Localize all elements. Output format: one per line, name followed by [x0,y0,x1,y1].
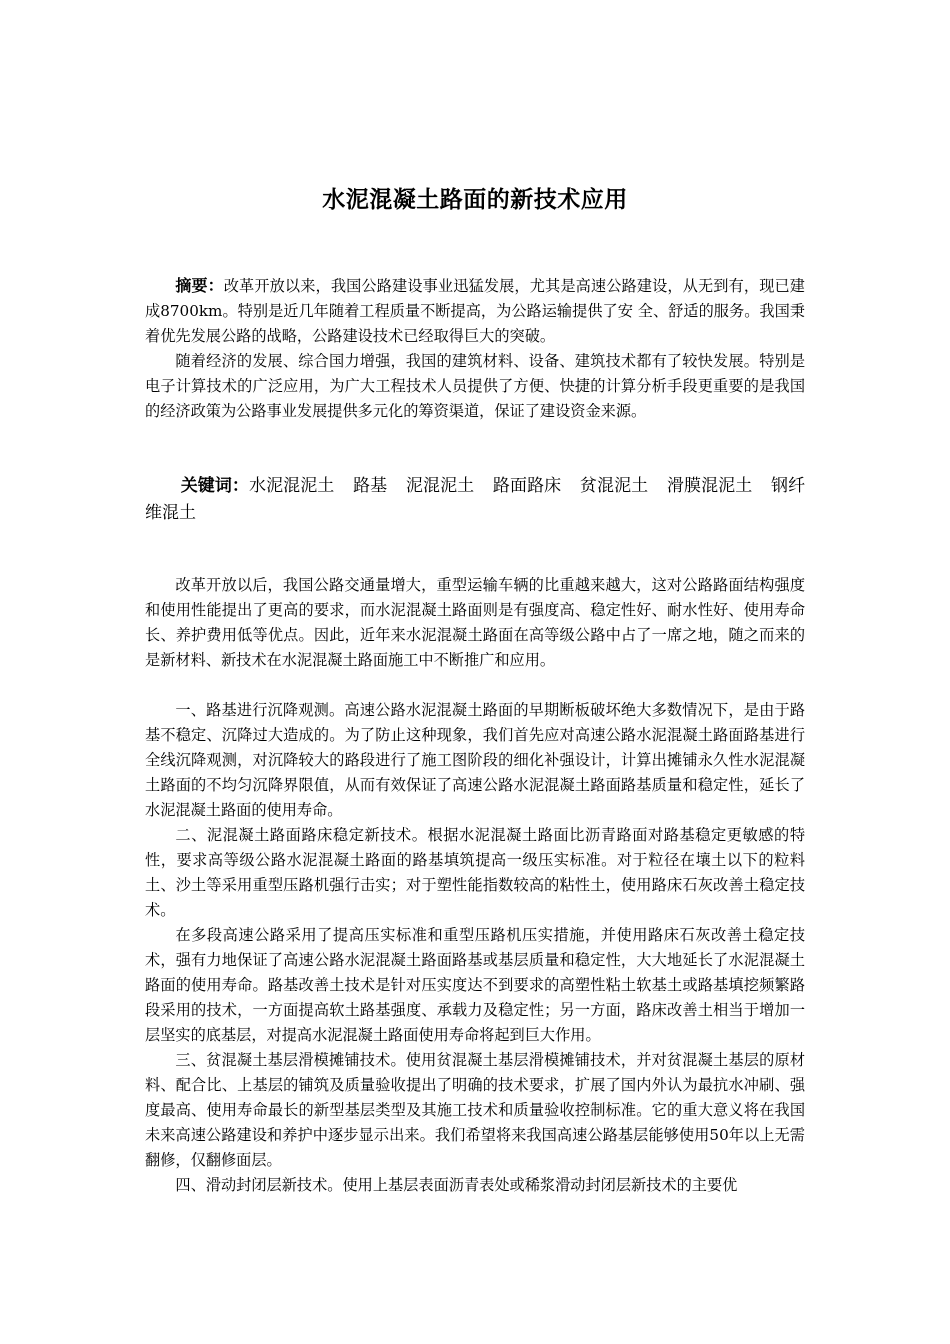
section-paragraph: 一、路基进行沉降观测。高速公路水泥混凝土路面的早期断板破坏绝大多数情况下，是由于路基不稳定、沉降过大造成的。为了防止这种现象，我们首先应对高速公路水泥混凝土路面路基进行全线沉降观测，对沉降较大的路段进行了施工图阶段的细化补强设计，计算出摊铺永久性水泥混凝土路面的不均匀沉降界限值，从而有效保证了高速公路水泥混凝土路面路基质量和稳定性，延长了水泥混凝土路面的使用寿命。 [145,701,805,819]
abstract-paragraph-1 [145,273,805,349]
keywords-line [145,473,805,527]
intro-paragraph: 改革开放以后，我国公路交通量增大，重型运输车辆的比重越来越大，这对公路路面结构强度和使用性能提出了更高的要求，而水泥混凝土路面则是有强度高、稳定性好、耐水性好、使用寿命长、养护费用低等优点。因此，近年来水泥混凝土路面在高等级公路中占了一席之地，随之而来的是新材料、新技术在水泥混凝土路面施工中不断推广和应用。 [145,576,805,669]
section-paragraph: 二、泥混凝土路面路床稳定新技术。根据水泥混凝土路面比沥青路面对路基稳定更敏感的特性，要求高等级公路水泥混凝土路面的路基填筑提高一级压实标准。对于粒径在壤土以下的粒料土、沙土等采用重型压路机强行击实；对于塑性能指数较高的粘性土，使用路床石灰改善土稳定技术。 [145,826,805,919]
keyword-item: 钢纤维混土 [145,476,806,523]
body-sections [145,698,805,1198]
keyword-item: 路基 [353,476,388,496]
keyword-item: 路面路床 [492,476,562,496]
keyword-item: 贫混泥土 [579,476,649,496]
abstract-label: 摘要： [175,276,224,295]
keyword-item: 泥混泥土 [405,476,475,496]
document-title: 水泥混凝土路面的新技术应用 [322,187,628,213]
abstract-text-1: 改革开放以来，我国公路建设事业迅猛发展，尤其是高速公路建设，从无到有，现已建成8700km。特别是近几年随着工程质量不断提高，为公路运输提供了安 全、舒适的服务。我国秉着优先发展公路的战略，公路建设技术已经取得巨大的突破。 [145,277,805,345]
keyword-item: 滑膜混泥土 [666,476,753,496]
section-paragraph: 在多段高速公路采用了提高压实标准和重型压路机压实措施，并使用路床石灰改善土稳定技术，强有力地保证了高速公路水泥混凝土路面路基或基层质量和稳定性，大大地延长了水泥混凝土路面的使用寿命。路基改善土技术是针对压实度达不到要求的高塑性粘土软基土或路基填挖频繁路段采用的技术，一方面提高软土路基强度、承载力及稳定性；另一方面，路床改善土相当于增加一层坚实的底基层，对提高水泥混凝土路面使用寿命将起到巨大作用。 [145,926,805,1044]
intro-section [145,573,805,673]
abstract-paragraph-2: 随着经济的发展、综合国力增强，我国的建筑材料、设备、建筑技术都有了较快发展。特别是电子计算技术的广泛应用，为广大工程技术人员提供了方便、快捷的计算分析手段更重要的是我国的经济政策为公路事业发展提供多元化的筹资渠道，保证了建设资金来源。 [145,352,805,420]
keywords-label: 关键词： [180,476,249,496]
abstract-section [145,273,805,424]
section-paragraph: 三、贫混凝土基层滑模摊铺技术。使用贫混凝土基层滑模摊铺技术，并对贫混凝土基层的原材料、配合比、上基层的铺筑及质量验收提出了明确的技术要求，扩展了国内外认为最抗水冲刷、强度最高、使用寿命最长的新型基层类型及其施工技术和质量验收控制标准。它的重大意义将在我国未来高速公路建设和养护中逐步显示出来。我们希望将来我国高速公路基层能够使用50年以上无需翻修，仅翻修面层。 [145,1051,805,1169]
section-paragraph: 四、滑动封闭层新技术。使用上基层表面沥青表处或稀浆滑动封闭层新技术的主要优 [175,1176,738,1194]
keyword-item: 水泥混泥土 [249,476,335,496]
keywords-section [145,473,805,527]
